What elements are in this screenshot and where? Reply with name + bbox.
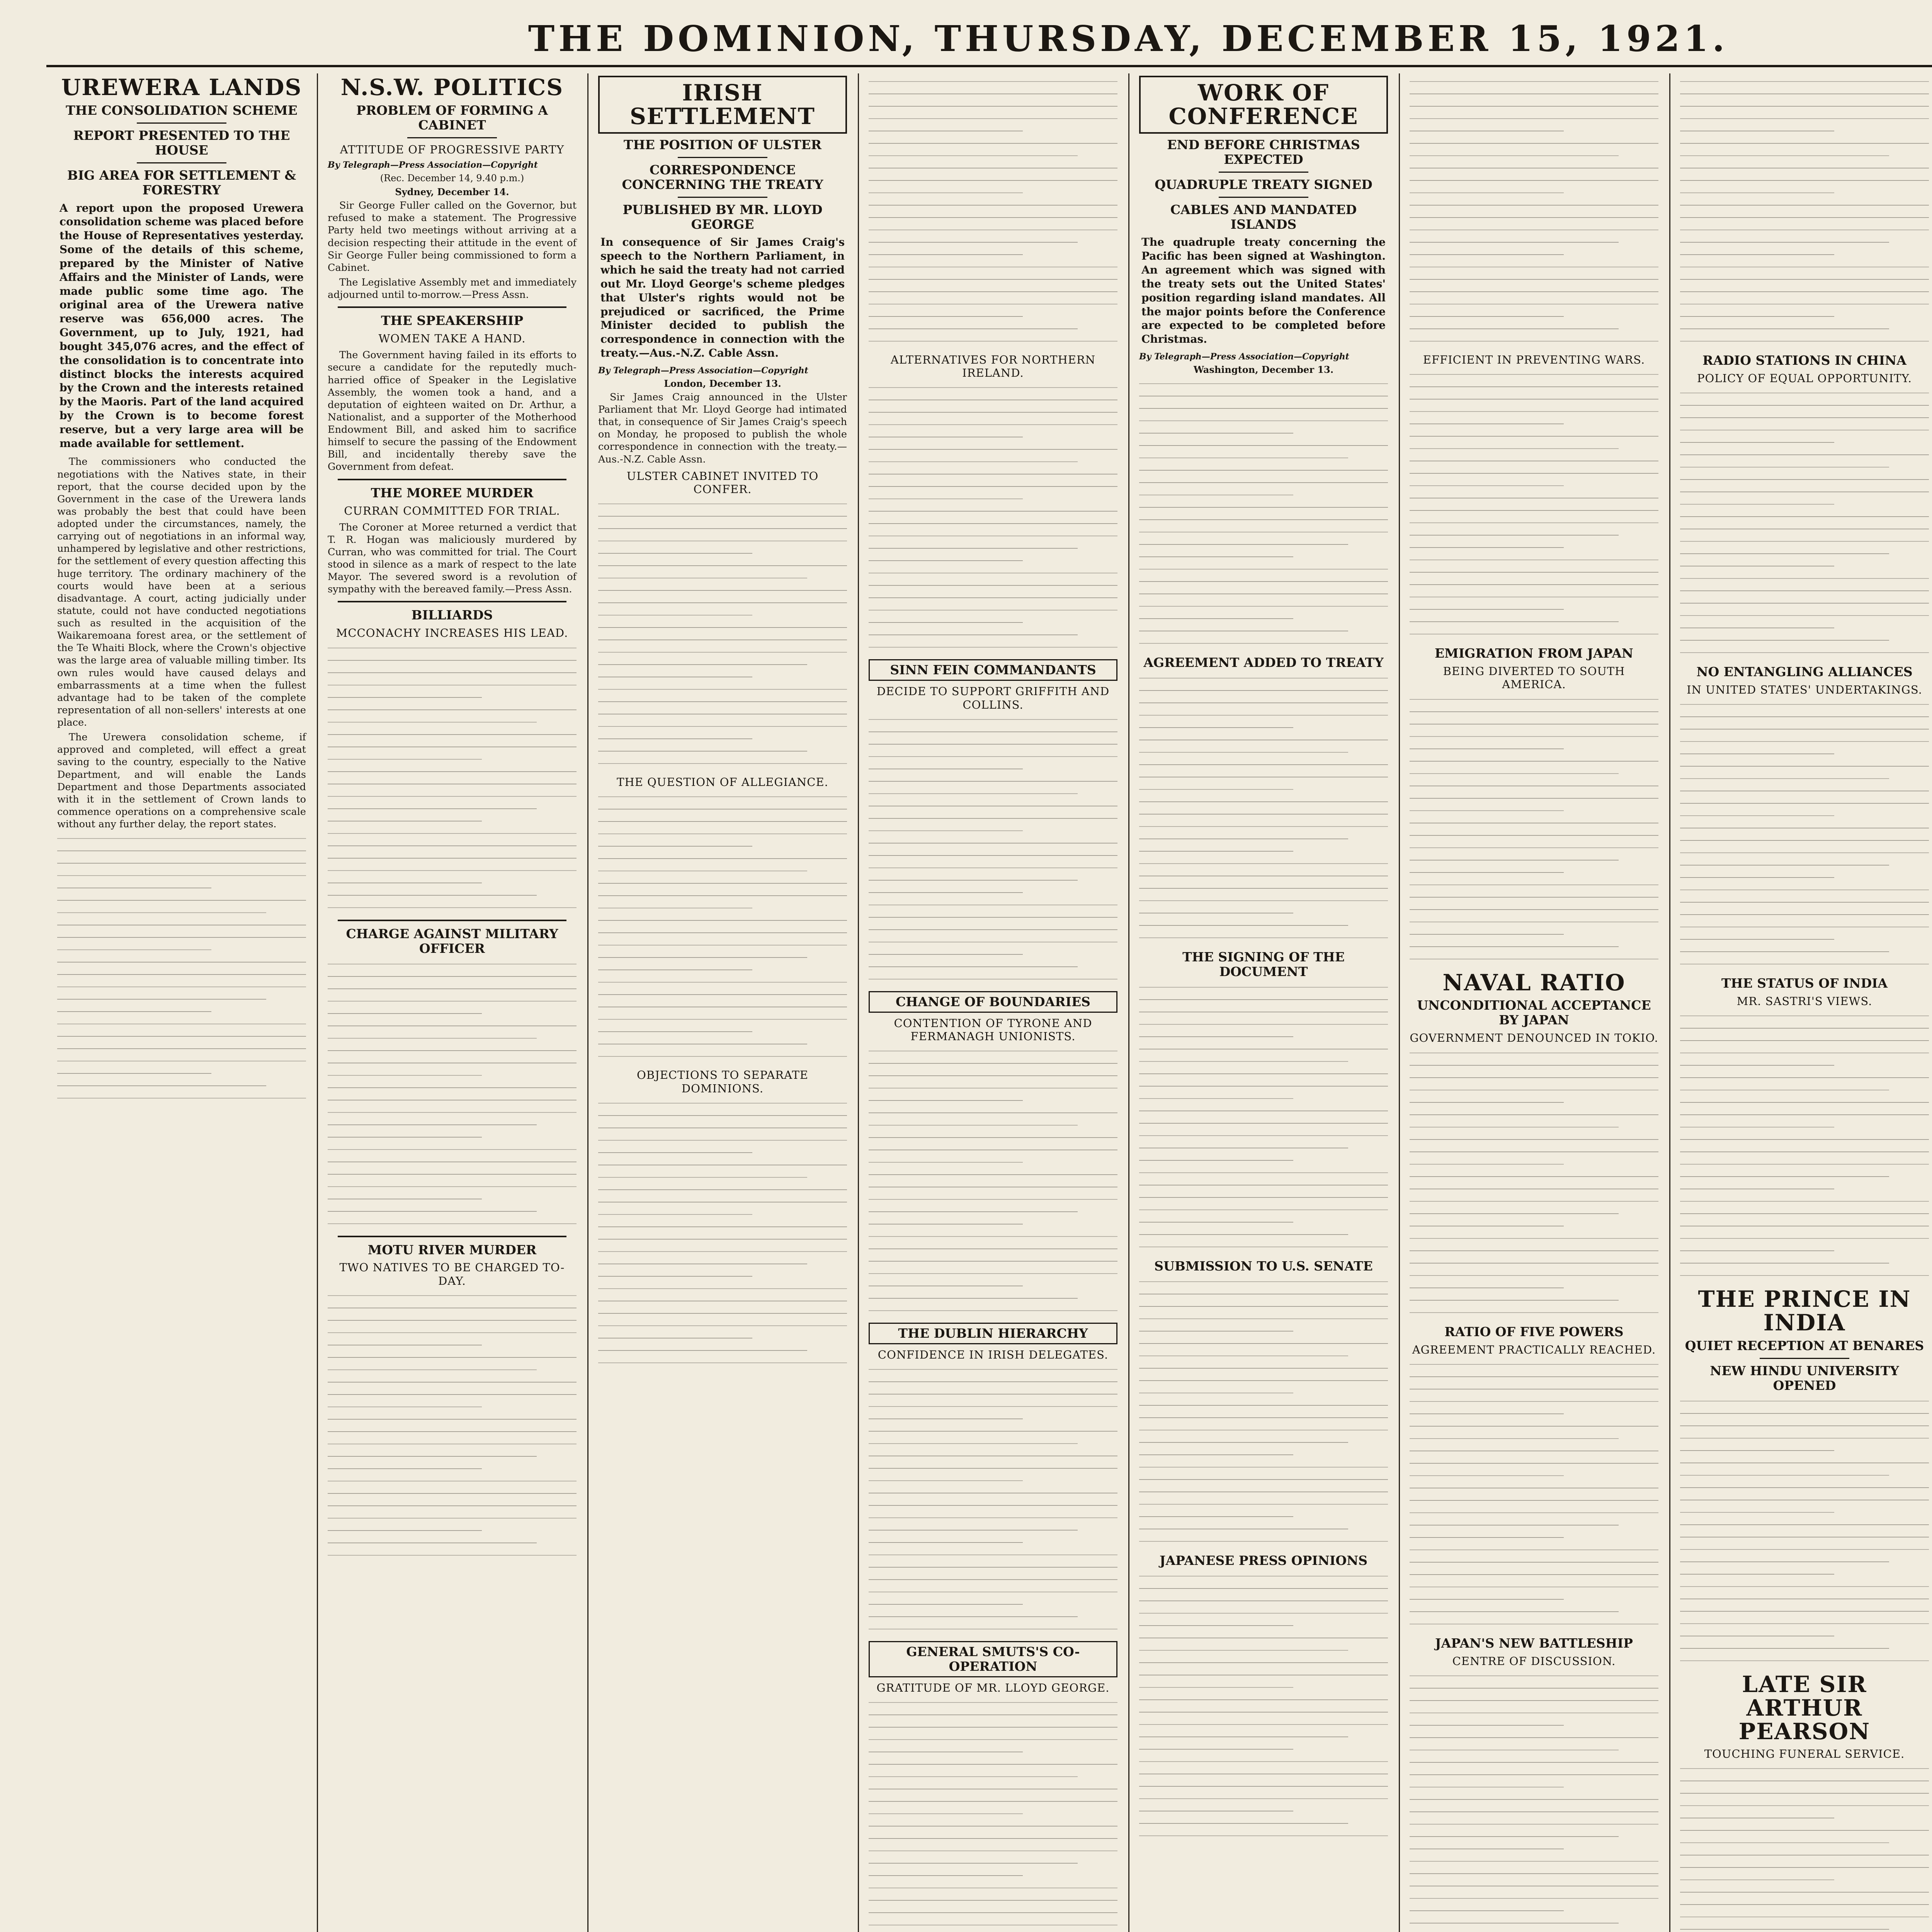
body-text-placeholder xyxy=(869,719,1117,983)
byline: By Telegraph—Press Association—Copyright xyxy=(598,365,808,376)
headline-sinn-fein: SINN FEIN COMMANDANTS xyxy=(869,659,1117,681)
place-line: London, December 13. xyxy=(664,378,781,389)
article-paragraph: The Legislative Assembly met and immediately adjourned until to-morrow.—Press Assn. xyxy=(328,276,577,301)
lead-paragraph: A report upon the proposed Urewera consolidation scheme was placed before the House of Representatives yesterday. Some of the details of this scheme, prepared by the Minister of Native Affairs and the Minister of Lands, were made public some time ago. The original area of the Urewera native reserve was 656,000 acres. The Government, up to July, 1921, had bought 345,076 acres, and the effect of the consolidation is to concentrate into distinct blocks the interests acquired by the Crown and the interests retained by the Maoris. Part of the land acquired by the Crown is to become forest reserve, but a very large area will be made available for settlement. xyxy=(60,201,304,450)
body-text-placeholder xyxy=(1680,81,1929,345)
headline-agreement-added: AGREEMENT ADDED TO TREATY xyxy=(1143,655,1384,670)
subhead-allegiance: THE QUESTION OF ALLEGIANCE. xyxy=(617,776,828,789)
body-text-placeholder xyxy=(328,1295,577,1560)
place-line: Washington, December 13. xyxy=(1193,364,1334,375)
headline-conference: WORK OF CONFERENCE xyxy=(1139,76,1388,134)
subhead-mandated-islands: CABLES AND MANDATED ISLANDS xyxy=(1170,202,1357,232)
subhead-griffith: DECIDE TO SUPPORT GRIFFITH AND COLLINS. xyxy=(876,685,1110,711)
headline-alliances: NO ENTANGLING ALLIANCES xyxy=(1696,664,1913,680)
column-urewera xyxy=(46,73,318,1932)
body-text-placeholder xyxy=(328,648,577,912)
subhead-unconditional: UNCONDITIONAL ACCEPTANCE BY JAPAN xyxy=(1417,998,1651,1028)
subhead-practically: AGREEMENT PRACTICALLY REACHED. xyxy=(1412,1343,1656,1356)
headline-japanese-press: JAPANESE PRESS OPINIONS xyxy=(1159,1553,1368,1568)
masthead xyxy=(46,15,1932,67)
body-text-placeholder xyxy=(1680,1015,1929,1280)
body-text-placeholder xyxy=(869,1702,1117,1932)
body-text-placeholder xyxy=(1139,1576,1388,1840)
subhead-women: WOMEN TAKE A HAND. xyxy=(378,332,526,345)
article-paragraph: The Coroner at Moree returned a verdict that T. R. Hogan was maliciously murdered by Curran, who was committed for trial. The Court stood in silence as a mark of respect to the late Mayor. The severed sword is a revolution of sympathy with the bereaved family.—Press Assn. xyxy=(328,521,577,595)
subhead-curran: CURRAN COMMITTED FOR TRIAL. xyxy=(344,504,560,517)
column-conference xyxy=(1128,73,1400,1932)
article-paragraph: Sir James Craig announced in the Ulster Parliament that Mr. Lloyd George had intimated that, in consequence of Sir James Craig's speech on Monday, he proposed to publish the whole correspondence in connection with the treaty.—Aus.-N.Z. Cable Assn. xyxy=(598,391,847,465)
masthead-title: THE DOMINION, THURSDAY, DECEMBER 15, 1921. xyxy=(528,18,1729,60)
subhead-quadruple: QUADRUPLE TREATY SIGNED xyxy=(1155,177,1372,192)
subhead-confidence: CONFIDENCE IN IRISH DELEGATES. xyxy=(878,1348,1109,1362)
headline-pearson: LATE SIR ARTHUR PEARSON xyxy=(1738,1671,1871,1745)
body-text-placeholder xyxy=(1139,987,1388,1251)
subhead-funeral: TOUCHING FUNERAL SERVICE. xyxy=(1704,1747,1905,1760)
subhead-discussion: CENTRE OF DISCUSSION. xyxy=(1452,1654,1616,1668)
article-paragraph: The Government having failed in its efforts to secure a candidate for the reputedly much-harried office of Speaker in the Legislative Assembly, the women took a hand, and a deputation of eighteen waited on Dr. Arthur, a Nationalist, and a supporter of the Motherhood Endowment Bill, and asked him to sacrifice himself to secure the passing of the Endowment Bill, and incidentally thereby save the Government from defeat. xyxy=(328,349,577,473)
headline-smuts: GENERAL SMUTS'S CO-OPERATION xyxy=(869,1641,1117,1677)
headline-billiards: BILLIARDS xyxy=(411,607,493,623)
headline-urewera: UREWERA LANDS xyxy=(61,74,302,100)
body-text-placeholder xyxy=(1410,81,1658,345)
subhead-tyrone: CONTENTION OF TYRONE AND FERMANAGH UNIONISTS. xyxy=(894,1016,1092,1043)
subhead-hindu-university: NEW HINDU UNIVERSITY OPENED xyxy=(1710,1363,1899,1393)
subhead-south-america: BEING DIVERTED TO SOUTH AMERICA. xyxy=(1443,665,1625,691)
body-text-placeholder xyxy=(57,838,306,1102)
column-nsw-politics xyxy=(317,73,588,1932)
body-text-placeholder xyxy=(1410,1053,1658,1317)
headline-status-india: THE STATUS OF INDIA xyxy=(1721,976,1888,991)
headline-naval-ratio: NAVAL RATIO xyxy=(1442,969,1626,996)
body-text-placeholder xyxy=(1139,1281,1388,1546)
body-text-placeholder xyxy=(1680,393,1929,657)
body-text-placeholder xyxy=(598,1103,847,1367)
column-irish-settlement xyxy=(587,73,859,1932)
subhead-efficient: EFFICIENT IN PREVENTING WARS. xyxy=(1423,353,1645,366)
column-world-news xyxy=(1669,73,1932,1932)
byline: By Telegraph—Press Association—Copyright xyxy=(328,160,538,170)
subhead-denounced: GOVERNMENT DENOUNCED IN TOKIO. xyxy=(1410,1031,1658,1045)
subhead-report: REPORT PRESENTED TO THE HOUSE xyxy=(73,128,290,158)
headline-signing: THE SIGNING OF THE DOCUMENT xyxy=(1182,949,1345,979)
dateline: (Rec. December 14, 9.40 p.m.) xyxy=(380,172,524,184)
subhead-ulster-cabinet: ULSTER CABINET INVITED TO CONFER. xyxy=(626,469,819,496)
body-text-placeholder xyxy=(1410,374,1658,638)
headline-nsw: N.S.W. POLITICS xyxy=(340,74,564,100)
column-pacific-news xyxy=(1399,73,1670,1932)
body-text-placeholder xyxy=(869,1051,1117,1315)
body-text-placeholder xyxy=(598,796,847,1061)
lead-paragraph: In consequence of Sir James Craig's speech to the Northern Parliament, in which he said the treaty had not carried out Mr. Lloyd George's scheme pledges that Ulster's rights would not be prejudiced or sacrificed, the Prime Minister decided to publish the correspondence in connection with the treaty.—Aus.-N.Z. Cable Assn. xyxy=(600,236,845,360)
body-text-placeholder xyxy=(869,1369,1117,1633)
body-text-placeholder xyxy=(869,81,1117,345)
headline-prince-india: THE PRINCE IN INDIA xyxy=(1698,1286,1911,1336)
subhead-correspondence: CORRESPONDENCE CONCERNING THE TREATY xyxy=(622,162,823,192)
subhead-sastri: MR. SASTRI'S VIEWS. xyxy=(1736,995,1872,1008)
body-text-placeholder xyxy=(1680,1401,1929,1665)
body-text-placeholder xyxy=(598,503,847,768)
subhead-ulster: THE POSITION OF ULSTER xyxy=(623,137,822,152)
subhead-alternatives: ALTERNATIVES FOR NORTHERN IRELAND. xyxy=(890,353,1096,380)
body-text-placeholder xyxy=(1410,699,1658,963)
headline-moree: THE MOREE MURDER xyxy=(371,485,534,500)
column-irish-continued xyxy=(858,73,1129,1932)
body-text-placeholder xyxy=(1680,1768,1929,1932)
headline-senate: SUBMISSION TO U.S. SENATE xyxy=(1154,1258,1373,1274)
subhead-equal-opportunity: POLICY OF EQUAL OPPORTUNITY. xyxy=(1697,371,1912,385)
subhead-settlement: BIG AREA FOR SETTLEMENT & FORESTRY xyxy=(67,167,296,197)
headline-five-powers: RATIO OF FIVE POWERS xyxy=(1444,1324,1624,1339)
subhead-gratitude: GRATITUDE OF MR. LLOYD GEORGE. xyxy=(876,1681,1110,1695)
body-text-placeholder xyxy=(328,964,577,1228)
subhead-benares: QUIET RECEPTION AT BENARES xyxy=(1685,1338,1924,1354)
body-text-placeholder xyxy=(1410,1364,1658,1628)
headline-battleship: JAPAN'S NEW BATTLESHIP xyxy=(1435,1635,1633,1651)
subhead-mcconachy: MCCONACHY INCREASES HIS LEAD. xyxy=(336,626,568,640)
subhead-undertakings: IN UNITED STATES' UNDERTAKINGS. xyxy=(1687,683,1922,697)
article-paragraph: The Urewera consolidation scheme, if approved and completed, will effect a great saving to the country, especially to the Native Department, and will enable the Lands Department and those Departments associated with it in the settlement of Crown lands to commence operations on a comprehensive scale without any further delay, the report states. xyxy=(57,731,306,830)
body-text-placeholder xyxy=(1410,1675,1658,1932)
place-line: Sydney, December 14. xyxy=(395,186,509,197)
subhead-christmas: END BEFORE CHRISTMAS EXPECTED xyxy=(1167,137,1360,167)
subhead-consolidation: THE CONSOLIDATION SCHEME xyxy=(66,102,298,118)
lead-paragraph: The quadruple treaty concerning the Pacific has been signed at Washington. An agreement which was signed with the treaty sets out the United States' position regarding island mandates. All the major points before the Conference are expected to be completed before Christmas. xyxy=(1141,236,1386,346)
headline-military-officer: CHARGE AGAINST MILITARY OFFICER xyxy=(346,926,558,956)
headline-radio-china: RADIO STATIONS IN CHINA xyxy=(1702,353,1906,368)
subhead-progressive: ATTITUDE OF PROGRESSIVE PARTY xyxy=(340,143,565,156)
byline: By Telegraph—Press Association—Copyright xyxy=(1139,352,1349,362)
headline-emigration: EMIGRATION FROM JAPAN xyxy=(1435,646,1633,661)
body-text-placeholder xyxy=(869,387,1117,651)
subhead-published: PUBLISHED BY MR. LLOYD GEORGE xyxy=(622,202,823,232)
subhead-two-natives: TWO NATIVES TO BE CHARGED TO-DAY. xyxy=(339,1261,565,1287)
headline-boundaries: CHANGE OF BOUNDARIES xyxy=(869,991,1117,1013)
body-text-placeholder xyxy=(1139,383,1388,648)
subhead-objections: OBJECTIONS TO SEPARATE DOMINIONS. xyxy=(637,1068,808,1095)
article-paragraph: The commissioners who conducted the negotiations with the Natives state, in their report, that the course decided upon by the Government in the case of the Urewera lands was probably the best that could have been adopted under the circumstances, namely, the carrying out of negotiations in an informal way, unhampered by legislative and other restrictions, for the settlement of every question affecting this huge territory. The ordinary machinery of the courts would have been at a serious disadvantage. A court, acting judicially under statute, could not have conducted negotiations such as resulted in the acquisition of the Waikaremoana forest area, or the settlement of the Te Whaiti Block, where the Crown's objective was the large area of valuable milling timber. Its own rules would have caused delays and embarrassments at a time when the fullest advantage had to be taken of the complete representation of all non-sellers' interests at one place. xyxy=(57,456,306,729)
headline-irish: IRISH SETTLEMENT xyxy=(598,76,847,134)
headline-dublin: THE DUBLIN HIERARCHY xyxy=(869,1323,1117,1344)
subhead-cabinet: PROBLEM OF FORMING A CABINET xyxy=(356,102,548,133)
body-text-placeholder xyxy=(1680,704,1929,968)
article-paragraph: Sir George Fuller called on the Governor, but refused to make a statement. The Progressive Party held two meetings without arriving at a decision respecting their attitude in the event of Sir George Fuller being commissioned to form a Cabinet. xyxy=(328,200,577,274)
headline-motu: MOTU RIVER MURDER xyxy=(367,1242,537,1257)
headline-speakership: THE SPEAKERSHIP xyxy=(381,313,524,328)
body-text-placeholder xyxy=(1139,678,1388,942)
